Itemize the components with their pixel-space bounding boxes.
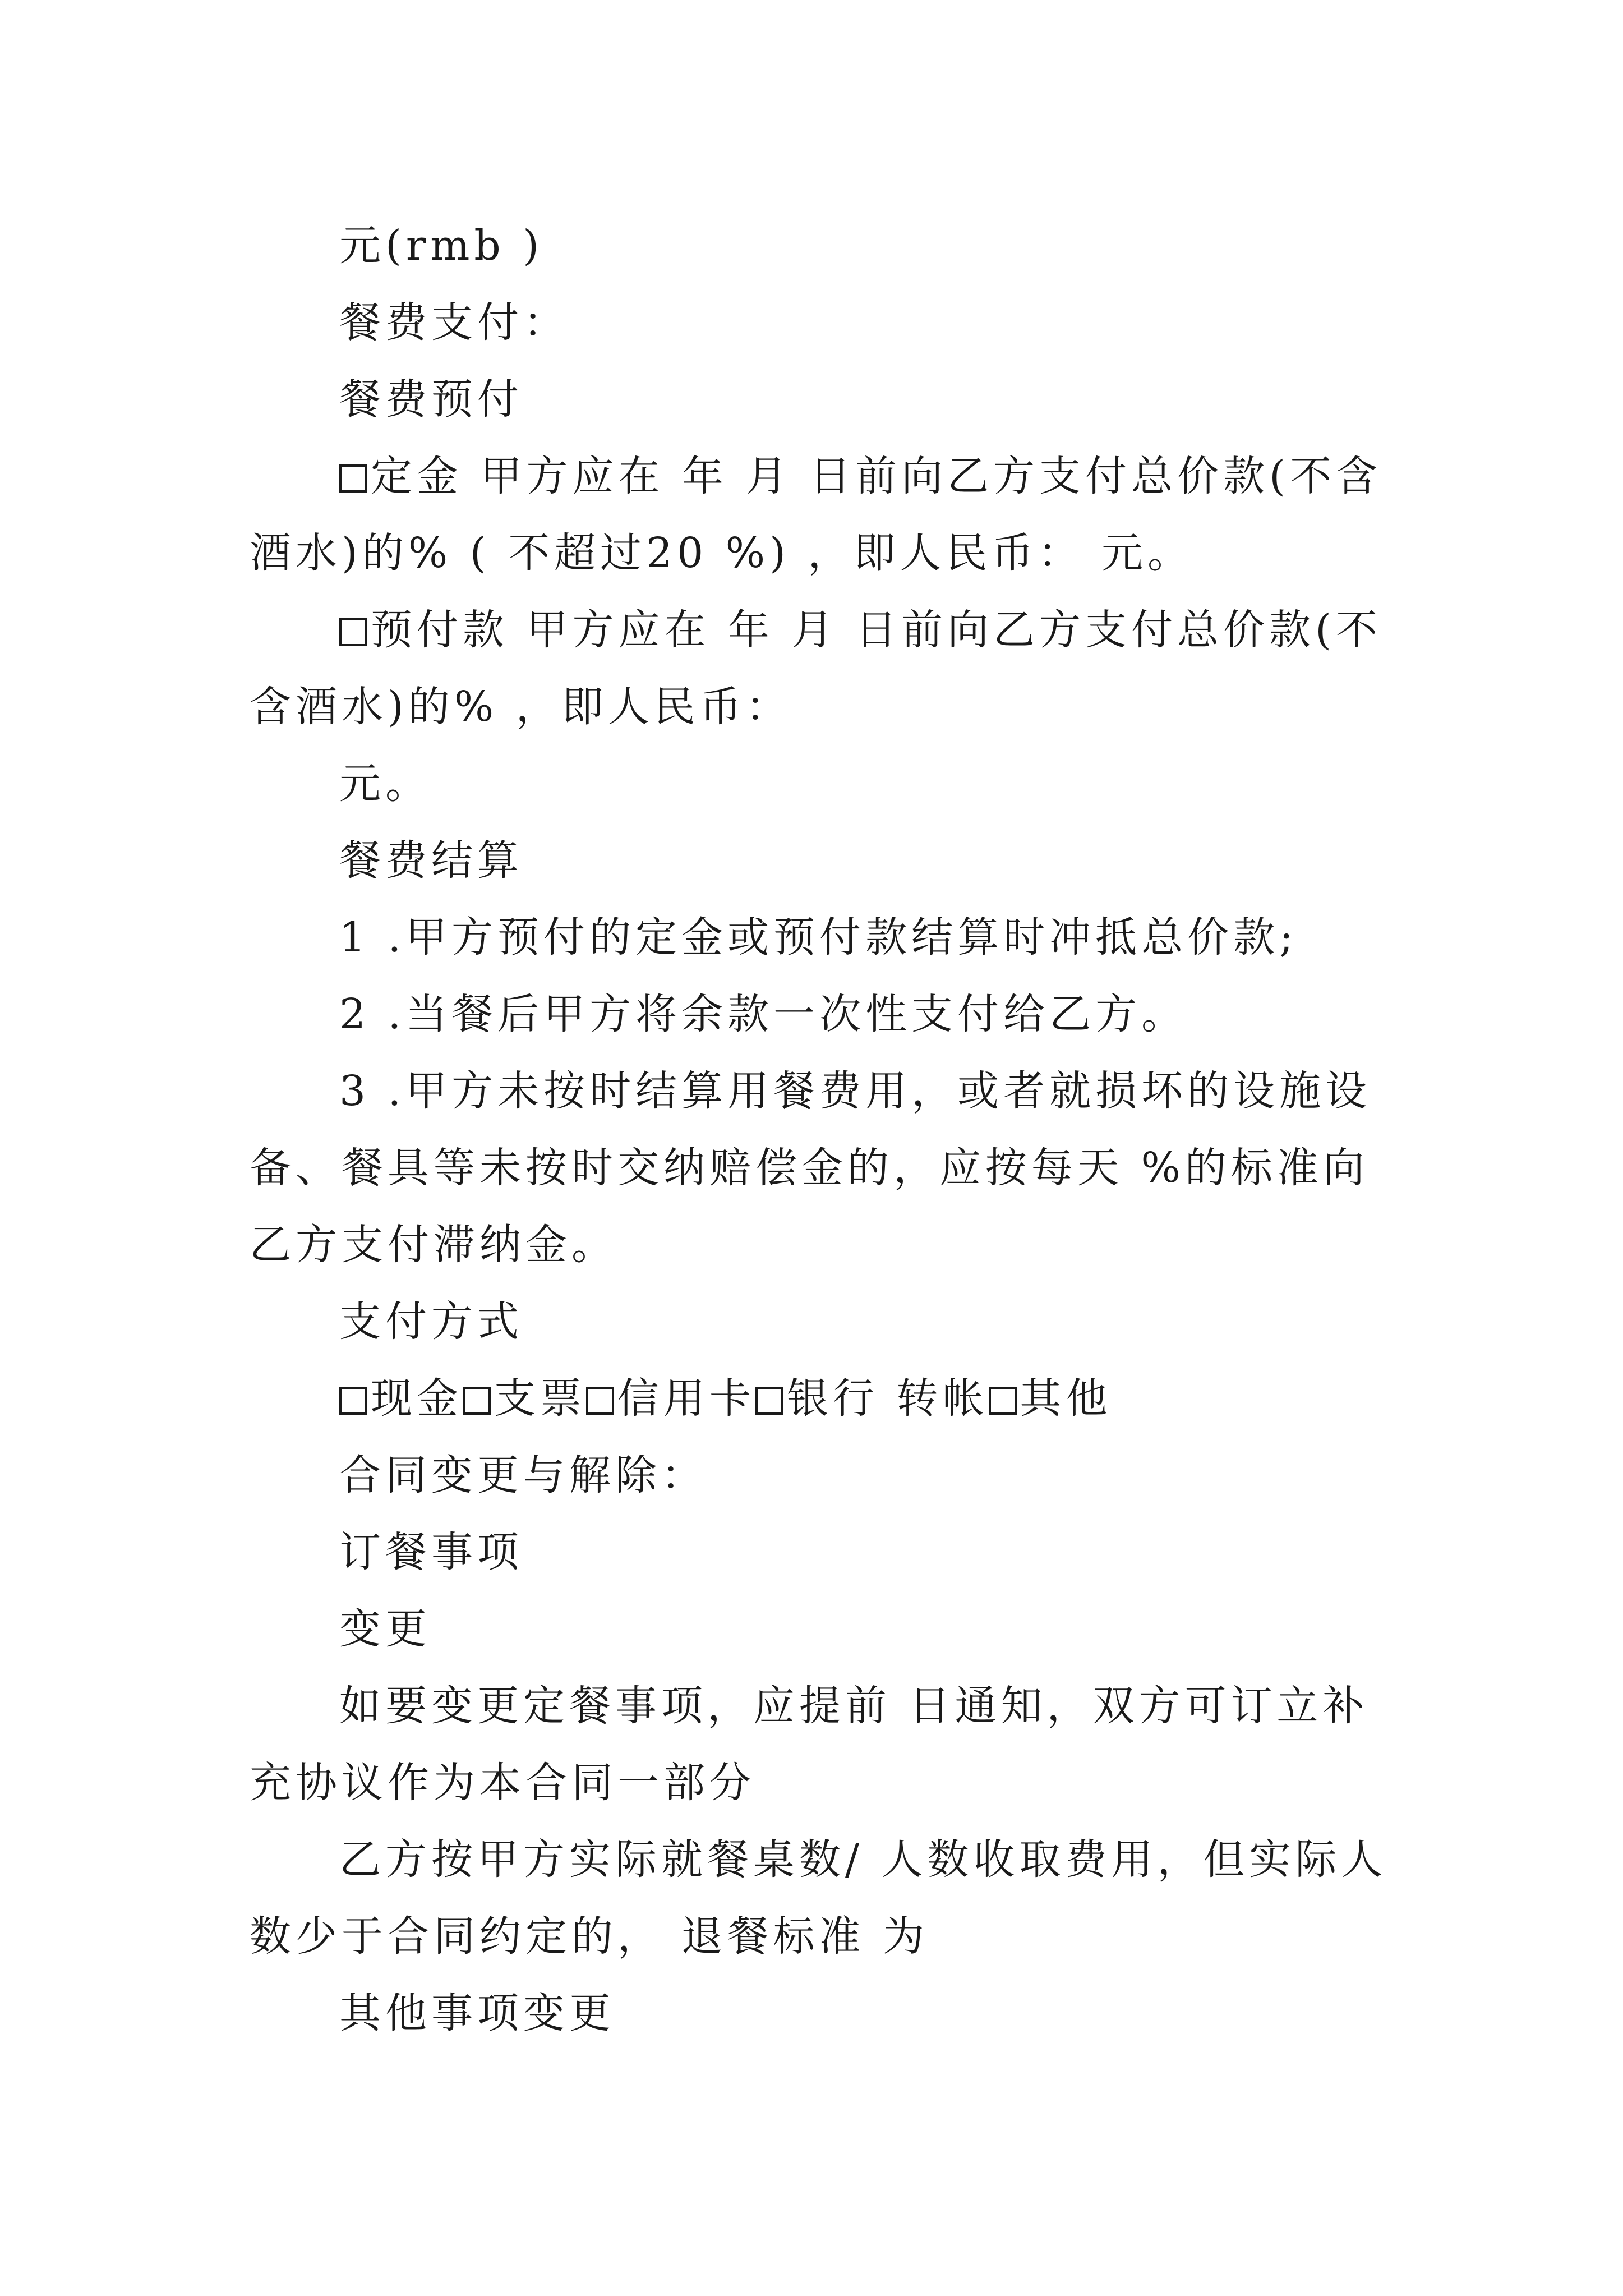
paragraph-text: 预付款 甲方应在 年 月 日前向乙方支付总价款(不含酒水)的% ，即人民币：: [250, 606, 1382, 731]
checkbox-square-icon: [339, 1387, 367, 1415]
paragraph: [250, 899, 1391, 976]
paragraph-text: 订餐事项: [339, 1528, 523, 1576]
checkbox-square-icon: [989, 1387, 1017, 1415]
paragraph: [250, 1668, 1391, 1821]
paragraph-text: 支付方式: [339, 1297, 523, 1346]
paragraph: [250, 438, 1391, 592]
paragraph-text: 信用卡: [617, 1374, 755, 1423]
paragraph-text: 支票: [494, 1374, 586, 1423]
paragraph-text: 元。: [339, 760, 431, 808]
paragraph: [250, 1821, 1391, 1975]
document-body: [250, 208, 1391, 2052]
paragraph: [250, 1591, 1391, 1668]
paragraph: [250, 1053, 1391, 1283]
paragraph-text: 合同变更与解除：: [339, 1451, 707, 1499]
paragraph-text: 1 .甲方预付的定金或预付款结算时冲抵总价款;: [339, 913, 1298, 961]
paragraph-text: 现金: [371, 1374, 463, 1423]
paragraph: [250, 976, 1391, 1053]
paragraph-text: 其他事项变更: [339, 1989, 615, 2037]
paragraph-text: 定金 甲方应在 年 月 日前向乙方支付总价款(不含酒水)的% ( 不超过20 %) ，即人民币： 元。: [250, 452, 1382, 577]
paragraph: [250, 1360, 1391, 1437]
paragraph: [250, 1514, 1391, 1591]
paragraph-text: 餐费预付: [339, 375, 523, 424]
checkbox-square-icon: [339, 618, 367, 646]
paragraph: [250, 822, 1391, 899]
paragraph: [250, 1975, 1391, 2052]
checkbox-square-icon: [755, 1387, 783, 1415]
paragraph-text: 其他: [1020, 1374, 1112, 1423]
paragraph: [250, 746, 1391, 822]
checkbox-square-icon: [586, 1387, 614, 1415]
paragraph: [250, 592, 1391, 746]
paragraph-text: 餐费结算: [339, 836, 523, 885]
paragraph: [250, 1283, 1391, 1360]
paragraph: [250, 1437, 1391, 1514]
paragraph: [250, 208, 1391, 284]
paragraph: [250, 284, 1391, 361]
paragraph-text: 乙方按甲方实际就餐桌数/ 人数收取费用，但实际人数少于合同约定的， 退餐标准 为: [250, 1835, 1387, 1961]
checkbox-square-icon: [463, 1387, 491, 1415]
paragraph-text: 银行 转帐: [787, 1374, 989, 1423]
paragraph-text: 餐费支付：: [339, 298, 569, 347]
paragraph-text: 3 .甲方未按时结算用餐费用，或者就损坏的设施设备、餐具等未按时交纳赔偿金的，应按每天 %的标准向乙方支付滞纳金。: [250, 1067, 1372, 1269]
paragraph-text: 2 .当餐后甲方将余款一次性支付给乙方。: [339, 990, 1188, 1038]
paragraph-text: 元(rmb ): [339, 222, 544, 270]
checkbox-square-icon: [339, 464, 367, 493]
paragraph-text: 如要变更定餐事项，应提前 日通知，双方可订立补充协议作为本合同一部分: [250, 1682, 1369, 1807]
paragraph-text: 变更: [339, 1605, 431, 1653]
paragraph: [250, 361, 1391, 438]
